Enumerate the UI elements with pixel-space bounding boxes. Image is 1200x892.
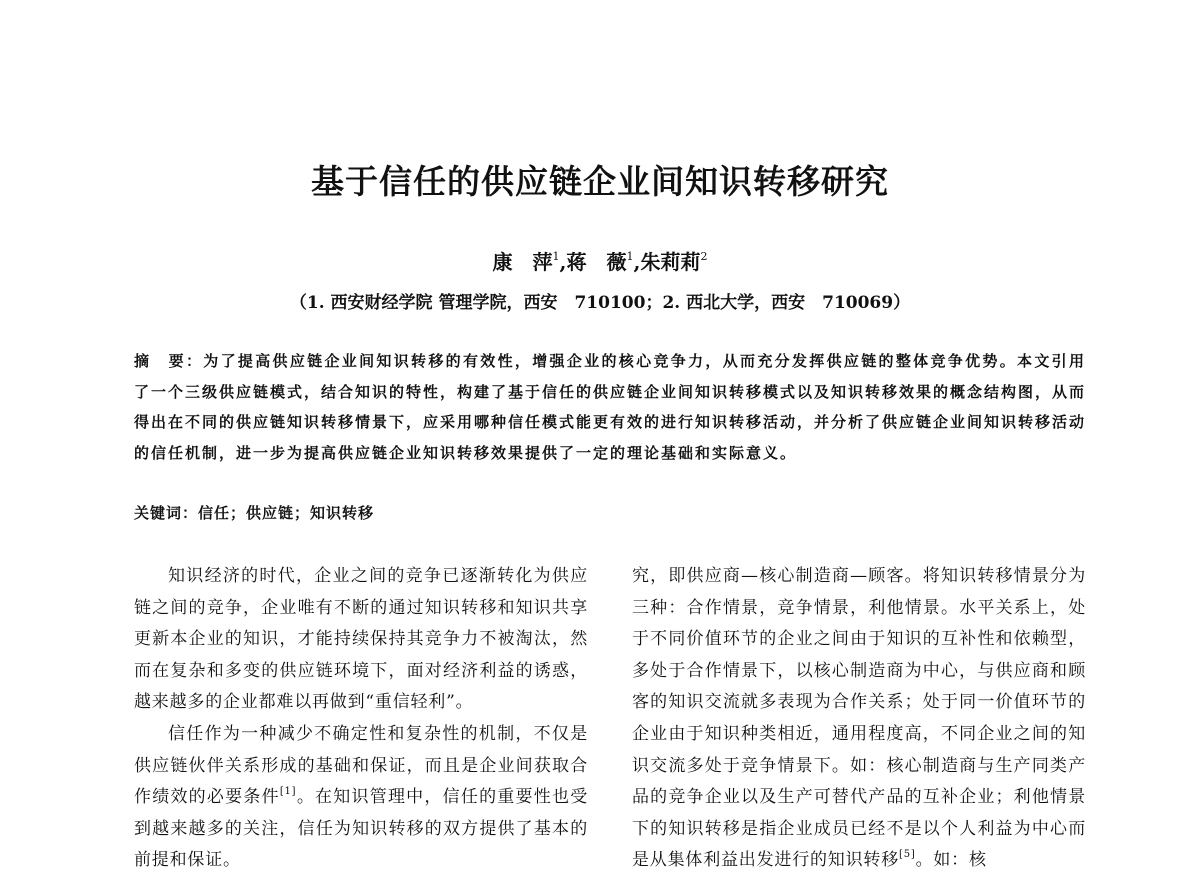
paper-title: 基于信任的供应链企业间知识转移研究 (311, 162, 889, 201)
body-column-right (632, 561, 1086, 877)
body-paragraph: 知识经济的时代，企业之间的竞争已逐渐转化为供应链之间的竞争，企业唯有不断的通过知识转移和知识共享更新本企业的知识，才能持续保持其竞争力不被淘汰，然而在复杂和多变的供应链环境下，面对经济利益的诱惑，越来越多的企业都难以再做到“重信轻利”。 (134, 566, 588, 713)
author-affiliation-mark: 1 (552, 250, 560, 263)
author-separator: , (559, 250, 567, 274)
paragraph-text: 。在知识管理中，信任的重要性也受到越来越多的关注，信任为知识转移的双方提供了基本的前提和保证。 (134, 787, 588, 871)
body-paragraph (134, 719, 588, 877)
author-separator: , (633, 250, 641, 274)
keywords (134, 498, 1086, 528)
author-name: 康 萍 (492, 250, 553, 274)
affiliation-line: （1. 西安财经学院 管理学院，西安 710100；2. 西北大学，西安 710069） (289, 293, 911, 313)
keywords-label: 关键词： (134, 504, 199, 522)
abstract-label: 摘 要： (134, 352, 204, 370)
citation-ref: [5] (899, 849, 916, 861)
author-list (0, 246, 1200, 275)
abstract-text: 为了提高供应链企业间知识转移的有效性，增强企业的核心竞争力，从而充分发挥供应链的整体竞争优势。本文引用了一个三级供应链模式，结合知识的特性，构建了基于信任的供应链企业间知识转移模式以及知识转移效果的概念结构图，从而得出在不同的供应链知识转移情景下，应采用哪种信任模式能更有效的进行知识转移活动，并分析了供应链企业间知识转移活动的信任机制，进一步为提高供应链企业知识转移效果提供了一定的理论基础和实际意义。 (134, 352, 1087, 462)
author-affiliation-mark: 2 (700, 250, 708, 263)
author-name: 朱莉莉 (640, 250, 701, 274)
body-paragraph (632, 561, 1086, 877)
keywords-text: 信任；供应链；知识转移 (198, 504, 375, 522)
body-column-left (134, 561, 588, 877)
citation-ref: [1] (279, 786, 297, 798)
author-affiliation-mark: 1 (626, 250, 634, 263)
abstract (134, 346, 1086, 468)
paragraph-text: 究，即供应商—核心制造商—顾客。将知识转移情景分为三种：合作情景，竞争情景，利他情景。水平关系上，处于不同价值环节的企业之间由于知识的互补性和依赖型，多处于合作情景下，以核心制造商为中心，与供应商和顾客的知识交流就多表现为合作关系；处于同一价值环节的企业由于知识种类相近，通用程度高，不同企业之间的知识交流多处于竞争情景下。如：核心制造商与生产同类产品的竞争企业以及生产可替代产品的互补企业；利他情景下的知识转移是指企业成员已经不是以个人利益为中心而是从集体利益出发进行的知识转移 (632, 566, 1086, 871)
author-name: 蒋 薇 (566, 250, 627, 274)
paragraph-text: 。如：核 (915, 850, 987, 871)
paragraph-text: 信任作为一种减少不确定性和复杂性的机制，不仅是供应链伙伴关系形成的基础和保证，而且是企业间获取合作绩效的必要条件 (134, 723, 588, 808)
